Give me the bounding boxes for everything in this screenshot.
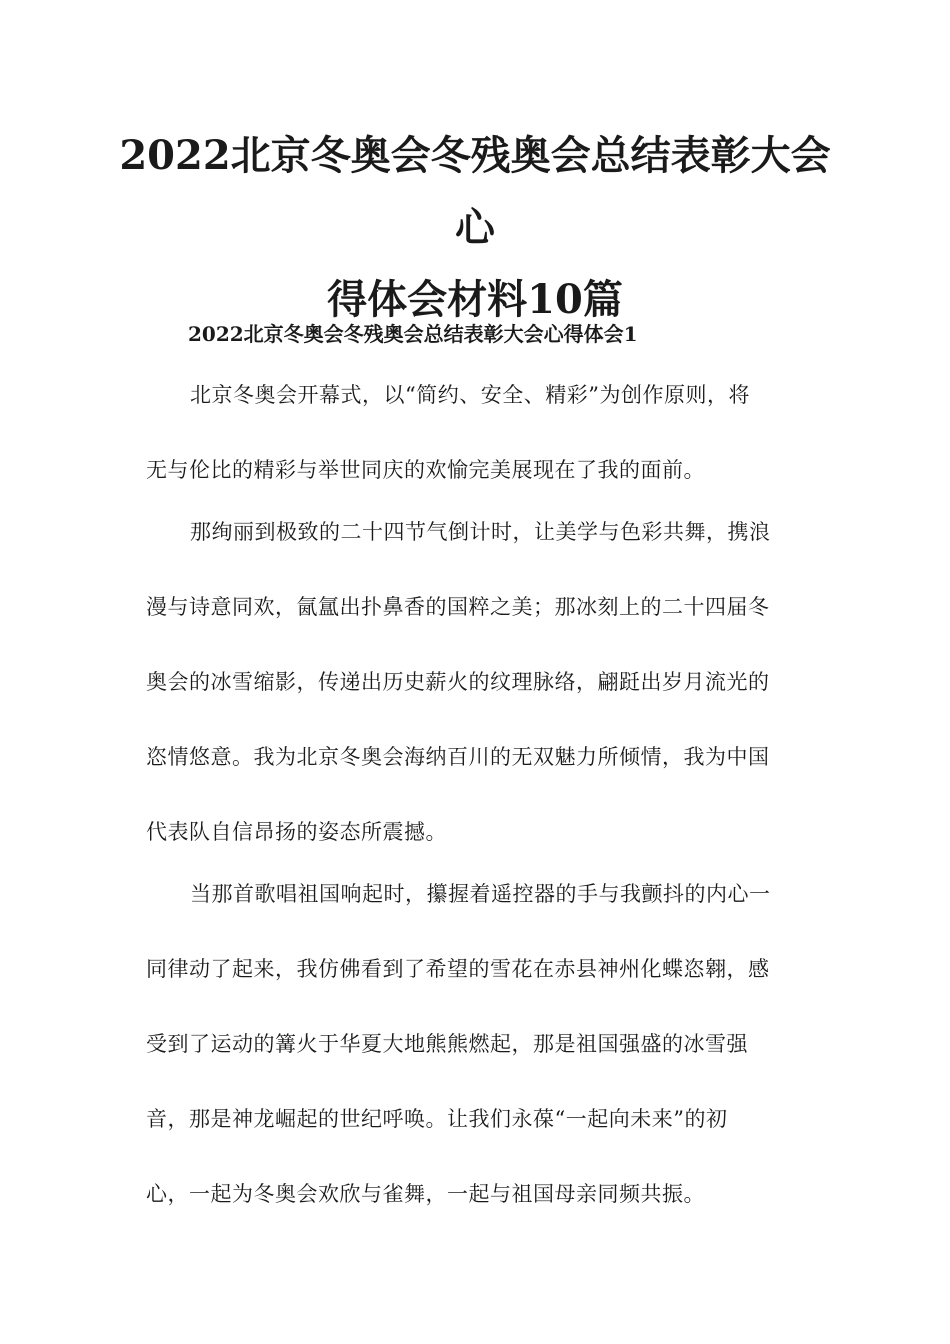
paragraph-line: 恣情悠意。我为北京冬奥会海纳百川的无双魅力所倾情，我为中国 bbox=[146, 745, 770, 769]
title-line-2: 得体会材料10篇 bbox=[327, 276, 623, 323]
paragraph-line: 代表队自信昂扬的姿态所震撼。 bbox=[146, 820, 447, 844]
section-heading: 2022北京冬奥会冬残奥会总结表彰大会心得体会1 bbox=[188, 322, 638, 346]
paragraph-line: 那绚丽到极致的二十四节气倒计时，让美学与色彩共舞，携浪 bbox=[190, 520, 771, 544]
paragraph-line: 当那首歌唱祖国响起时，攥握着遥控器的手与我颤抖的内心一 bbox=[190, 882, 771, 906]
document-title bbox=[110, 120, 840, 336]
paragraph-line: 同律动了起来，我仿佛看到了希望的雪花在赤县神州化蝶恣翱，感 bbox=[146, 957, 770, 981]
paragraph-line: 心，一起为冬奥会欢欣与雀舞，一起与祖国母亲同频共振。 bbox=[146, 1182, 705, 1206]
paragraph-line: 北京冬奥会开幕式，以“简约、安全、精彩”为创作原则，将 bbox=[190, 383, 750, 407]
paragraph-line: 无与伦比的精彩与举世同庆的欢愉完美展现在了我的面前。 bbox=[146, 458, 705, 482]
paragraph-line: 奥会的冰雪缩影，传递出历史薪火的纹理脉络，翩跹出岁月流光的 bbox=[146, 670, 770, 694]
paragraph-line: 漫与诗意同欢，氤氲出扑鼻香的国粹之美；那冰刻上的二十四届冬 bbox=[146, 595, 770, 619]
paragraph-line: 音，那是神龙崛起的世纪呼唤。让我们永葆“一起向未来”的初 bbox=[146, 1107, 728, 1131]
paragraph-line: 受到了运动的篝火于华夏大地熊熊燃起，那是祖国强盛的冰雪强 bbox=[146, 1032, 748, 1056]
title-line-1: 2022北京冬奥会冬残奥会总结表彰大会心 bbox=[119, 132, 831, 251]
